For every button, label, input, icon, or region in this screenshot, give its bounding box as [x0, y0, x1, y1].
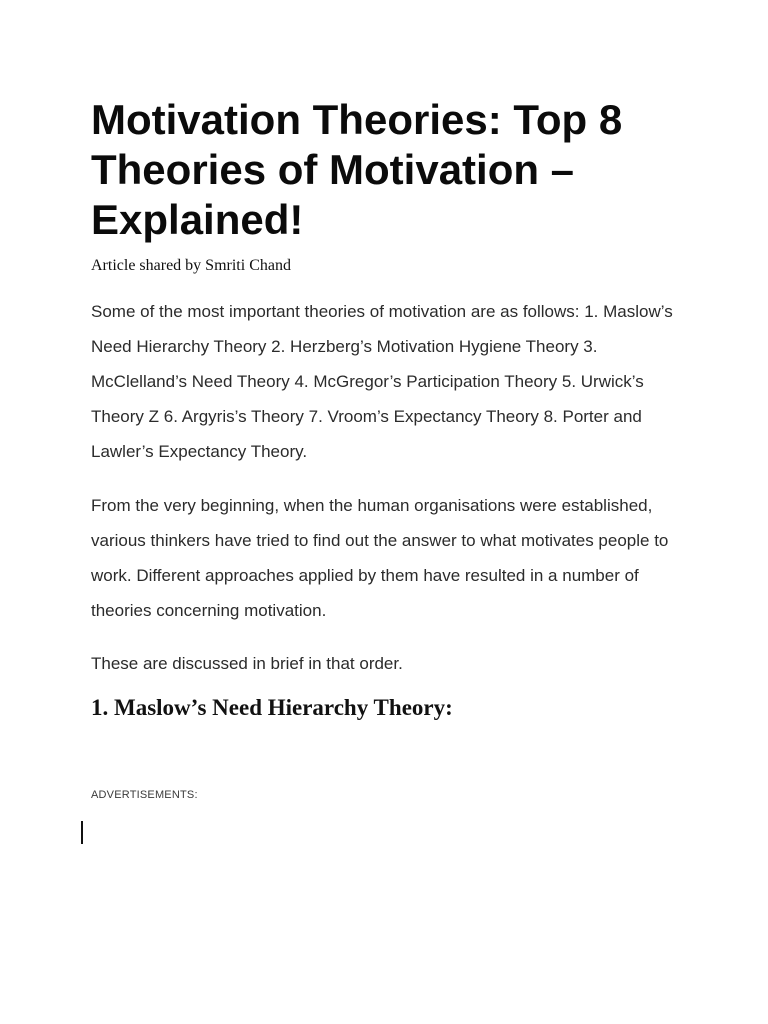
text-cursor	[81, 821, 83, 844]
order-paragraph: These are discussed in brief in that order.	[91, 654, 403, 673]
article-title: Motivation Theories: Top 8 Theories of Motivation – Explained!	[91, 96, 623, 243]
section-heading-maslow: 1. Maslow’s Need Hierarchy Theory:	[91, 695, 453, 720]
advertisements-label: ADVERTISEMENTS:	[91, 789, 198, 801]
background-paragraph: From the very beginning, when the human organisations were established, various thinkers have tried to find out the answer to what motivates people to work. Different approaches applied by them have resulted in a number of theories concerning motivation.	[91, 496, 669, 620]
intro-paragraph: Some of the most important theories of motivation are as follows: 1. Maslow’s Need Hierarchy Theory 2. Herzberg’s Motivation Hygiene Theory 3. McClelland’s Need Theory 4. McGregor’s Participation Theory 5. Urwick’s Theory Z 6. Argyris’s Theory 7. Vroom’s Expectancy Theory 8. Porter and Lawler’s Expectancy Theory.	[91, 302, 673, 461]
article-byline: Article shared by Smriti Chand	[91, 257, 291, 274]
